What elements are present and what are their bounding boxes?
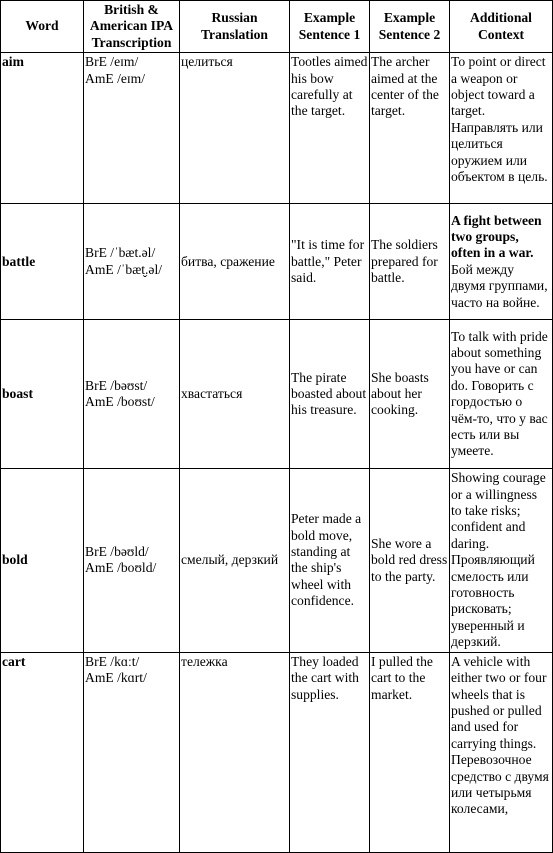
ipa-british: BrE /kɑːt/ bbox=[85, 653, 140, 669]
context-english: To talk with pride about something you have or can do. bbox=[451, 328, 548, 393]
russian-cell: смелый, дерзкий bbox=[180, 469, 290, 652]
context-english: To point or direct a weapon or object toward a target. bbox=[451, 54, 546, 119]
example-2-cell: The archer aimed at the center of the target. bbox=[370, 53, 450, 204]
table-row bbox=[1, 469, 553, 652]
example-2-cell: She boasts about her cooking. bbox=[370, 320, 450, 469]
example-1-cell: "It is time for battle," Peter said. bbox=[290, 204, 370, 320]
context-cell bbox=[450, 204, 553, 320]
context-cell bbox=[450, 320, 553, 469]
ipa-british: BrE /bəʊst/ bbox=[85, 377, 148, 393]
word-cell: cart bbox=[1, 652, 84, 852]
table-row bbox=[1, 53, 553, 204]
russian-cell: тележка bbox=[180, 652, 290, 852]
context-russian: Говорить с гордостью о чём-то, что у вас есть или вы умеете. bbox=[451, 377, 548, 459]
ipa-cell bbox=[84, 652, 180, 852]
header-context: Additional Context bbox=[450, 1, 553, 53]
context-russian: Перевозочное средство с двумя или четырьмя колесами, bbox=[451, 752, 549, 817]
example-1-cell: The pirate boasted about his treasure. bbox=[290, 320, 370, 469]
word-cell: boast bbox=[1, 320, 84, 469]
header-ipa: British & American IPA Transcription bbox=[84, 1, 180, 53]
table-row bbox=[1, 320, 553, 469]
ipa-american: AmE /boʊld/ bbox=[85, 560, 157, 576]
context-english: Showing courage or a willingness to take risks; confident and daring. bbox=[451, 470, 546, 551]
word-cell: battle bbox=[1, 204, 84, 320]
russian-cell: целиться bbox=[180, 53, 290, 204]
table-row bbox=[1, 204, 553, 320]
context-english: A fight between two groups, often in a war. bbox=[451, 212, 542, 261]
example-1-cell: They loaded the cart with supplies. bbox=[290, 652, 370, 852]
context-russian: Направлять или целиться оружием или объектом в цель. bbox=[451, 119, 548, 185]
example-2-cell: The soldiers prepared for battle. bbox=[370, 204, 450, 320]
header-example-1: Example Sentence 1 bbox=[290, 1, 370, 53]
word-cell: aim bbox=[1, 53, 84, 204]
word-cell: bold bbox=[1, 469, 84, 652]
header-row bbox=[1, 1, 553, 53]
ipa-british: BrE /bəʊld/ bbox=[85, 544, 149, 560]
russian-cell: хвастаться bbox=[180, 320, 290, 469]
example-2-cell: She wore a bold red dress to the party. bbox=[370, 469, 450, 652]
ipa-british: BrE /ˈbæt.əl/ bbox=[85, 245, 156, 261]
header-russian: Russian Translation bbox=[180, 1, 290, 53]
context-english: A vehicle with either two or four wheels that is pushed or pulled and used for carrying things. bbox=[451, 653, 547, 751]
ipa-cell bbox=[84, 320, 180, 469]
ipa-cell bbox=[84, 469, 180, 652]
example-2-cell: I pulled the cart to the market. bbox=[370, 652, 450, 852]
example-1-cell: Tootles aimed his bow carefully at the target. bbox=[290, 53, 370, 204]
ipa-british: BrE /eɪm/ bbox=[85, 54, 139, 70]
context-cell bbox=[450, 469, 553, 652]
ipa-american: AmE /kɑrt/ bbox=[85, 670, 147, 686]
example-1-cell: Peter made a bold move, standing at the ship's wheel with confidence. bbox=[290, 469, 370, 652]
ipa-american: AmE /eɪm/ bbox=[85, 70, 146, 86]
context-russian: Проявляющий смелость или готовность рисковать; уверенный и дерзкий. bbox=[451, 552, 535, 650]
header-word: Word bbox=[1, 1, 84, 53]
context-cell bbox=[450, 652, 553, 852]
context-cell bbox=[450, 53, 553, 204]
ipa-cell bbox=[84, 204, 180, 320]
table-row bbox=[1, 652, 553, 852]
context-russian: Бой между двумя группами, часто на войне. bbox=[451, 261, 548, 310]
header-example-2: Example Sentence 2 bbox=[370, 1, 450, 53]
ipa-american: AmE /ˈbæt̬.əl/ bbox=[85, 261, 163, 277]
ipa-american: AmE /boʊst/ bbox=[85, 394, 155, 410]
ipa-cell bbox=[84, 53, 180, 204]
russian-cell: битва, сражение bbox=[180, 204, 290, 320]
